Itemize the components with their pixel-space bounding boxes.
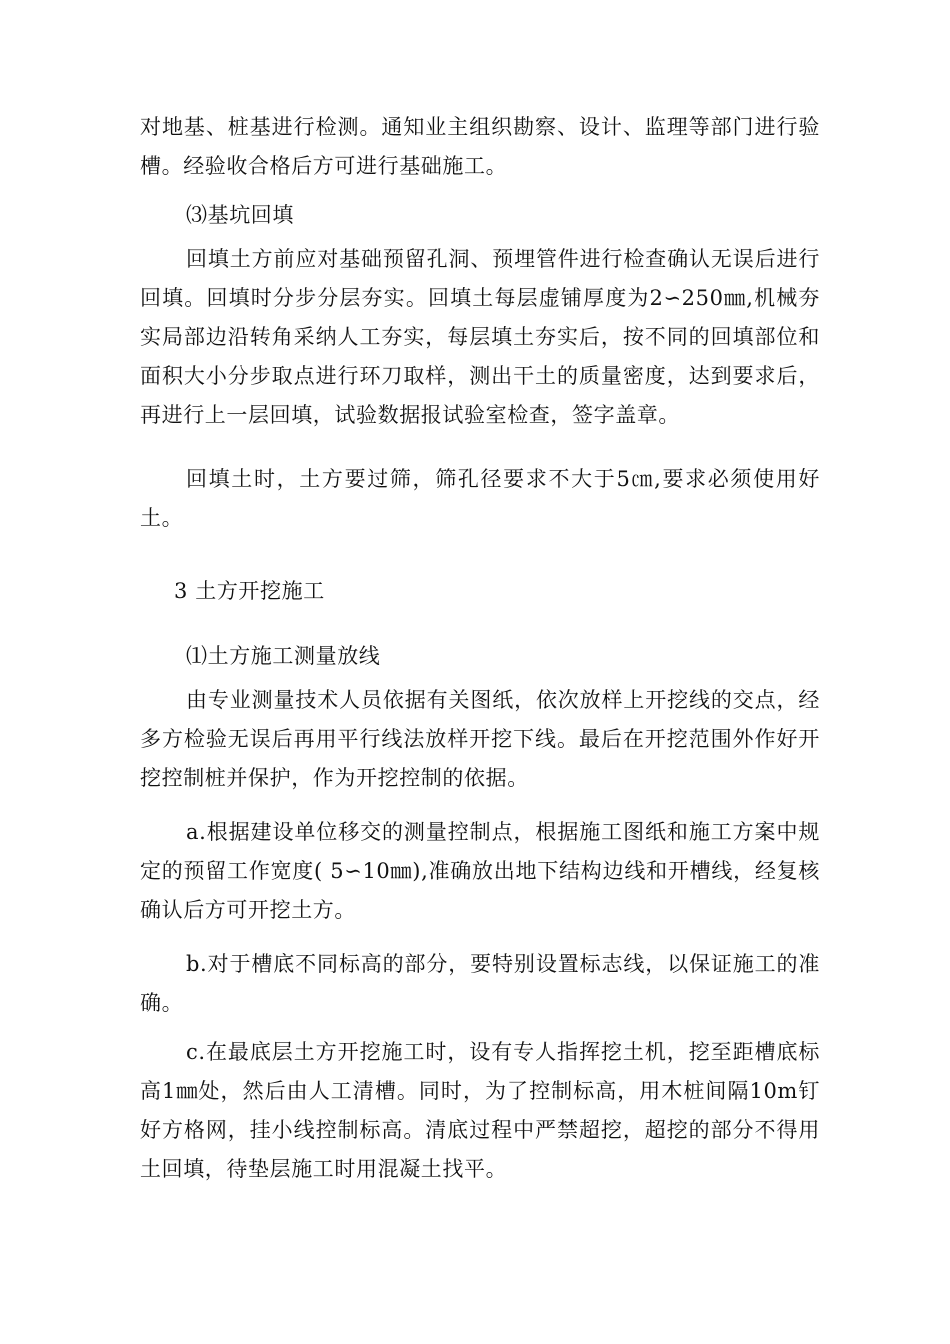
section-heading-earthwork-excavation: 3 土方开挖施工	[174, 579, 325, 603]
heading-survey-layout: ⑴土方施工测量放线	[186, 644, 381, 668]
heading-pit-backfill: ⑶基坑回填	[186, 203, 294, 227]
paragraph-foundation-inspection: 对地基、桩基进行检测。通知业主组织勘察、设计、监理等部门进行验槽。经验收合格后方可进行基础施工。	[140, 115, 820, 178]
paragraph-item-c: c.在最底层土方开挖施工时，设有专人指挥挖土机，挖至距槽底标高1㎜处，然后由人工清槽。同时，为了控制标高，用木桩间隔10m钉好方格网，挂小线控制标高。清底过程中严禁超挖，超挖的部分不得用土回填，待垫层施工时用混凝土找平。	[140, 1040, 820, 1181]
paragraph-item-a: a.根据建设单位移交的测量控制点，根据施工图纸和施工方案中规定的预留工作宽度( 5∽10㎜),准确放出地下结构边线和开槽线，经复核确认后方可开挖土方。	[140, 820, 820, 922]
paragraph-backfill-procedure: 回填土方前应对基础预留孔洞、预埋管件进行检查确认无误后进行回填。回填时分步分层夯实。回填土每层虚铺厚度为2∽250㎜,机械夯实局部边沿转角采纳人工夯实，每层填土夯实后，按不同的回填部位和面积大小分步取点进行环刀取样，测出干土的质量密度，达到要求后，再进行上一层回填，试验数据报试验室检查，签字盖章。	[140, 247, 820, 427]
paragraph-backfill-sieving: 回填土时，土方要过筛，筛孔径要求不大于5㎝,要求必须使用好土。	[140, 467, 820, 530]
paragraph-item-b: b.对于槽底不同标高的部分，要特别设置标志线，以保证施工的准确。	[140, 952, 820, 1015]
paragraph-survey-layout: 由专业测量技术人员依据有关图纸，依次放样上开挖线的交点，经多方检验无误后再用平行线法放样开挖下线。最后在开挖范围外作好开挖控制桩并保护，作为开挖控制的依据。	[140, 688, 820, 790]
